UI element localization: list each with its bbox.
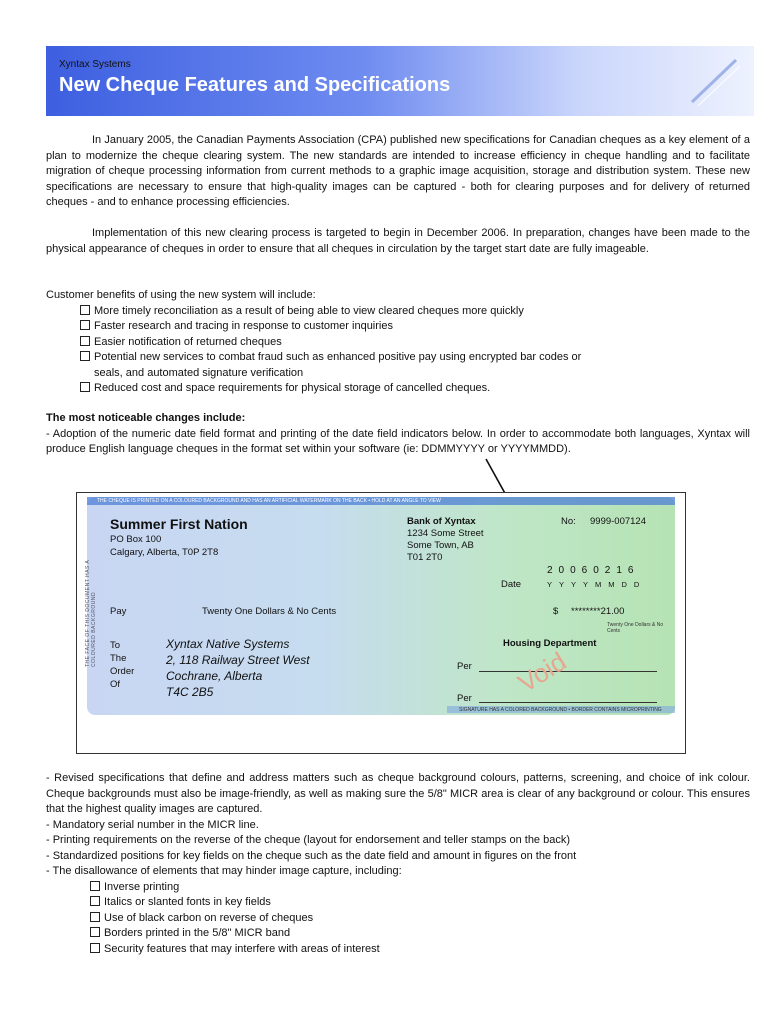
- payer-address-line-1: PO Box 100: [110, 534, 162, 545]
- intro-section: [46, 133, 750, 211]
- signature-line-2: [479, 702, 657, 703]
- cheque-frame: [76, 492, 686, 754]
- disallowed-list: [46, 880, 750, 958]
- checkbox-icon: [90, 881, 100, 891]
- benefits-list: [46, 304, 750, 397]
- payer-address-line-2: Calgary, Alberta, T0P 2T8: [110, 547, 219, 558]
- payee-line-1: Xyntax Native Systems: [166, 637, 290, 651]
- change-item: - Mandatory serial number in the MICR line.: [46, 818, 259, 831]
- per-label-2: Per: [457, 693, 472, 704]
- pay-label: Pay: [110, 606, 127, 617]
- cheque-number: 9999-007124: [590, 516, 646, 527]
- changes-section: [46, 411, 750, 458]
- security-band-text: THE CHEQUE IS PRINTED ON A COLOURED BACKGROUND AND HAS AN ARTIFICIAL WATERMARK ON THE BACK • HOLD AT AN ANGLE TO VIEW: [97, 498, 441, 504]
- amount-in-figures: ********21.00: [571, 606, 625, 617]
- company-name: Xyntax Systems: [59, 59, 131, 70]
- date-label: Date: [501, 579, 522, 590]
- bank-address-line-3: T01 2T0: [407, 552, 443, 563]
- bank-address-line-1: 1234 Some Street: [407, 528, 484, 539]
- list-item-continued: seals, and automated signature verification: [94, 366, 304, 379]
- payee-line-3: Cochrane, Alberta: [166, 669, 263, 683]
- header-banner: [46, 46, 754, 116]
- checkbox-icon: [80, 351, 90, 361]
- list-item: Faster research and tracing in response to customer inquiries: [80, 319, 750, 335]
- cheque-number-label: No:: [561, 516, 576, 527]
- pen-decoration-icon: [684, 52, 744, 110]
- changes-heading: The most noticeable changes include:: [46, 412, 246, 424]
- amount-in-words: Twenty One Dollars & No Cents: [202, 606, 337, 617]
- list-item: Use of black carbon on reverse of cheques: [90, 911, 750, 927]
- micro-band-text: SIGNATURE HAS A COLORED BACKGROUND • BORDER CONTAINS MICROPRINTING: [459, 707, 662, 713]
- checkbox-icon: [90, 943, 100, 953]
- payee-line-2: 2, 118 Railway Street West: [166, 653, 310, 667]
- to-label: To: [110, 640, 121, 651]
- payer-name: Summer First Nation: [110, 516, 248, 532]
- checkbox-icon: [80, 305, 90, 315]
- checkbox-icon: [90, 927, 100, 937]
- void-stamp: Void: [512, 645, 572, 699]
- changes-intro: - Adoption of the numeric date field format and printing of the date field indicators below. In order to accommodate both languages, Xyntax will produce English language cheques in the format set within your software (ie: DDMMYYYY or YYYYMMDD).: [46, 427, 750, 455]
- payee-line-4: T4C 2B5: [166, 685, 214, 699]
- change-item: - The disallowance of elements that may hinder image capture, including:: [46, 865, 402, 877]
- date-digits: 20060216: [547, 565, 640, 576]
- dollar-sign: $: [553, 606, 559, 617]
- list-item: More timely reconciliation as a result of being able to view cleared cheques more quickly: [80, 304, 750, 320]
- list-item: Italics or slanted fonts in key fields: [90, 895, 750, 911]
- checkbox-icon: [90, 896, 100, 906]
- changes-list-section: [46, 771, 750, 957]
- list-item: Inverse printing: [90, 880, 750, 896]
- order-label: Order: [110, 666, 135, 677]
- checkbox-icon: [90, 912, 100, 922]
- page-title: New Cheque Features and Specifications: [59, 74, 451, 96]
- bank-address-line-2: Some Town, AB: [407, 540, 474, 551]
- checkbox-icon: [80, 320, 90, 330]
- intro-section-2: [46, 226, 750, 257]
- list-item: Reduced cost and space requirements for physical storage of cancelled cheques.: [80, 381, 750, 397]
- date-indicators: YYYYMMDD: [547, 580, 647, 589]
- benefits-section: [46, 288, 750, 397]
- change-item: - Revised specifications that define and address matters such as cheque background colours, patterns, screening, and choice of ink colour. Cheque backgrounds must also be image-friendly, as well as making sure the 5/8" MICR area is clear of any background or colour. This ensures that the highest quality images are captured.: [46, 772, 750, 815]
- checkbox-icon: [80, 336, 90, 346]
- amount-microtext: Twenty One Dollars & No Cents: [607, 622, 664, 634]
- per-label-1: Per: [457, 661, 472, 672]
- list-item: Potential new services to combat fraud such as enhanced positive pay using encrypted bar codes or: [80, 350, 750, 366]
- the-label: The: [110, 653, 127, 664]
- change-item: - Printing requirements on the reverse of the cheque (layout for endorsement and teller stamps on the back): [46, 834, 571, 846]
- list-item: Borders printed in the 5/8" MICR band: [90, 926, 750, 942]
- benefits-heading: Customer benefits of using the new system will include:: [46, 289, 316, 301]
- of-label: Of: [110, 679, 121, 690]
- list-item: Security features that may interfere with areas of interest: [90, 942, 750, 958]
- intro-paragraph-2: Implementation of this new clearing process is targeted to begin in December 2006. In preparation, changes have been made to the physical appearance of cheques in order to ensure that all cheques in circulation by the target start date are fully imageable.: [46, 227, 750, 255]
- bank-name: Bank of Xyntax: [407, 516, 476, 527]
- intro-paragraph-1: In January 2005, the Canadian Payments Association (CPA) published new specifications for Canadian cheques as a key element of a plan to modernize the cheque clearing system. The new standards are intended to increase efficiency in cheque handling and to facilitate migration of cheque processing information from current methods to a graphic image acquisition, storage and distribution system. These new specifications are necessary to ensure that high-quality images can be captured - both for clearing purposes and for delivery of returned cheques - and to enhance processing efficiencies.: [46, 134, 750, 208]
- list-item: Easier notification of returned cheques: [80, 335, 750, 351]
- side-microtext: THE FACE OF THIS DOCUMENT HAS A COLOURED BACKGROUND: [85, 560, 97, 667]
- checkbox-icon: [80, 382, 90, 392]
- change-item: - Standardized positions for key fields on the cheque such as the date field and amount in figures on the front: [46, 849, 577, 862]
- department-label: Housing Department: [503, 638, 597, 649]
- sample-cheque: [87, 497, 675, 715]
